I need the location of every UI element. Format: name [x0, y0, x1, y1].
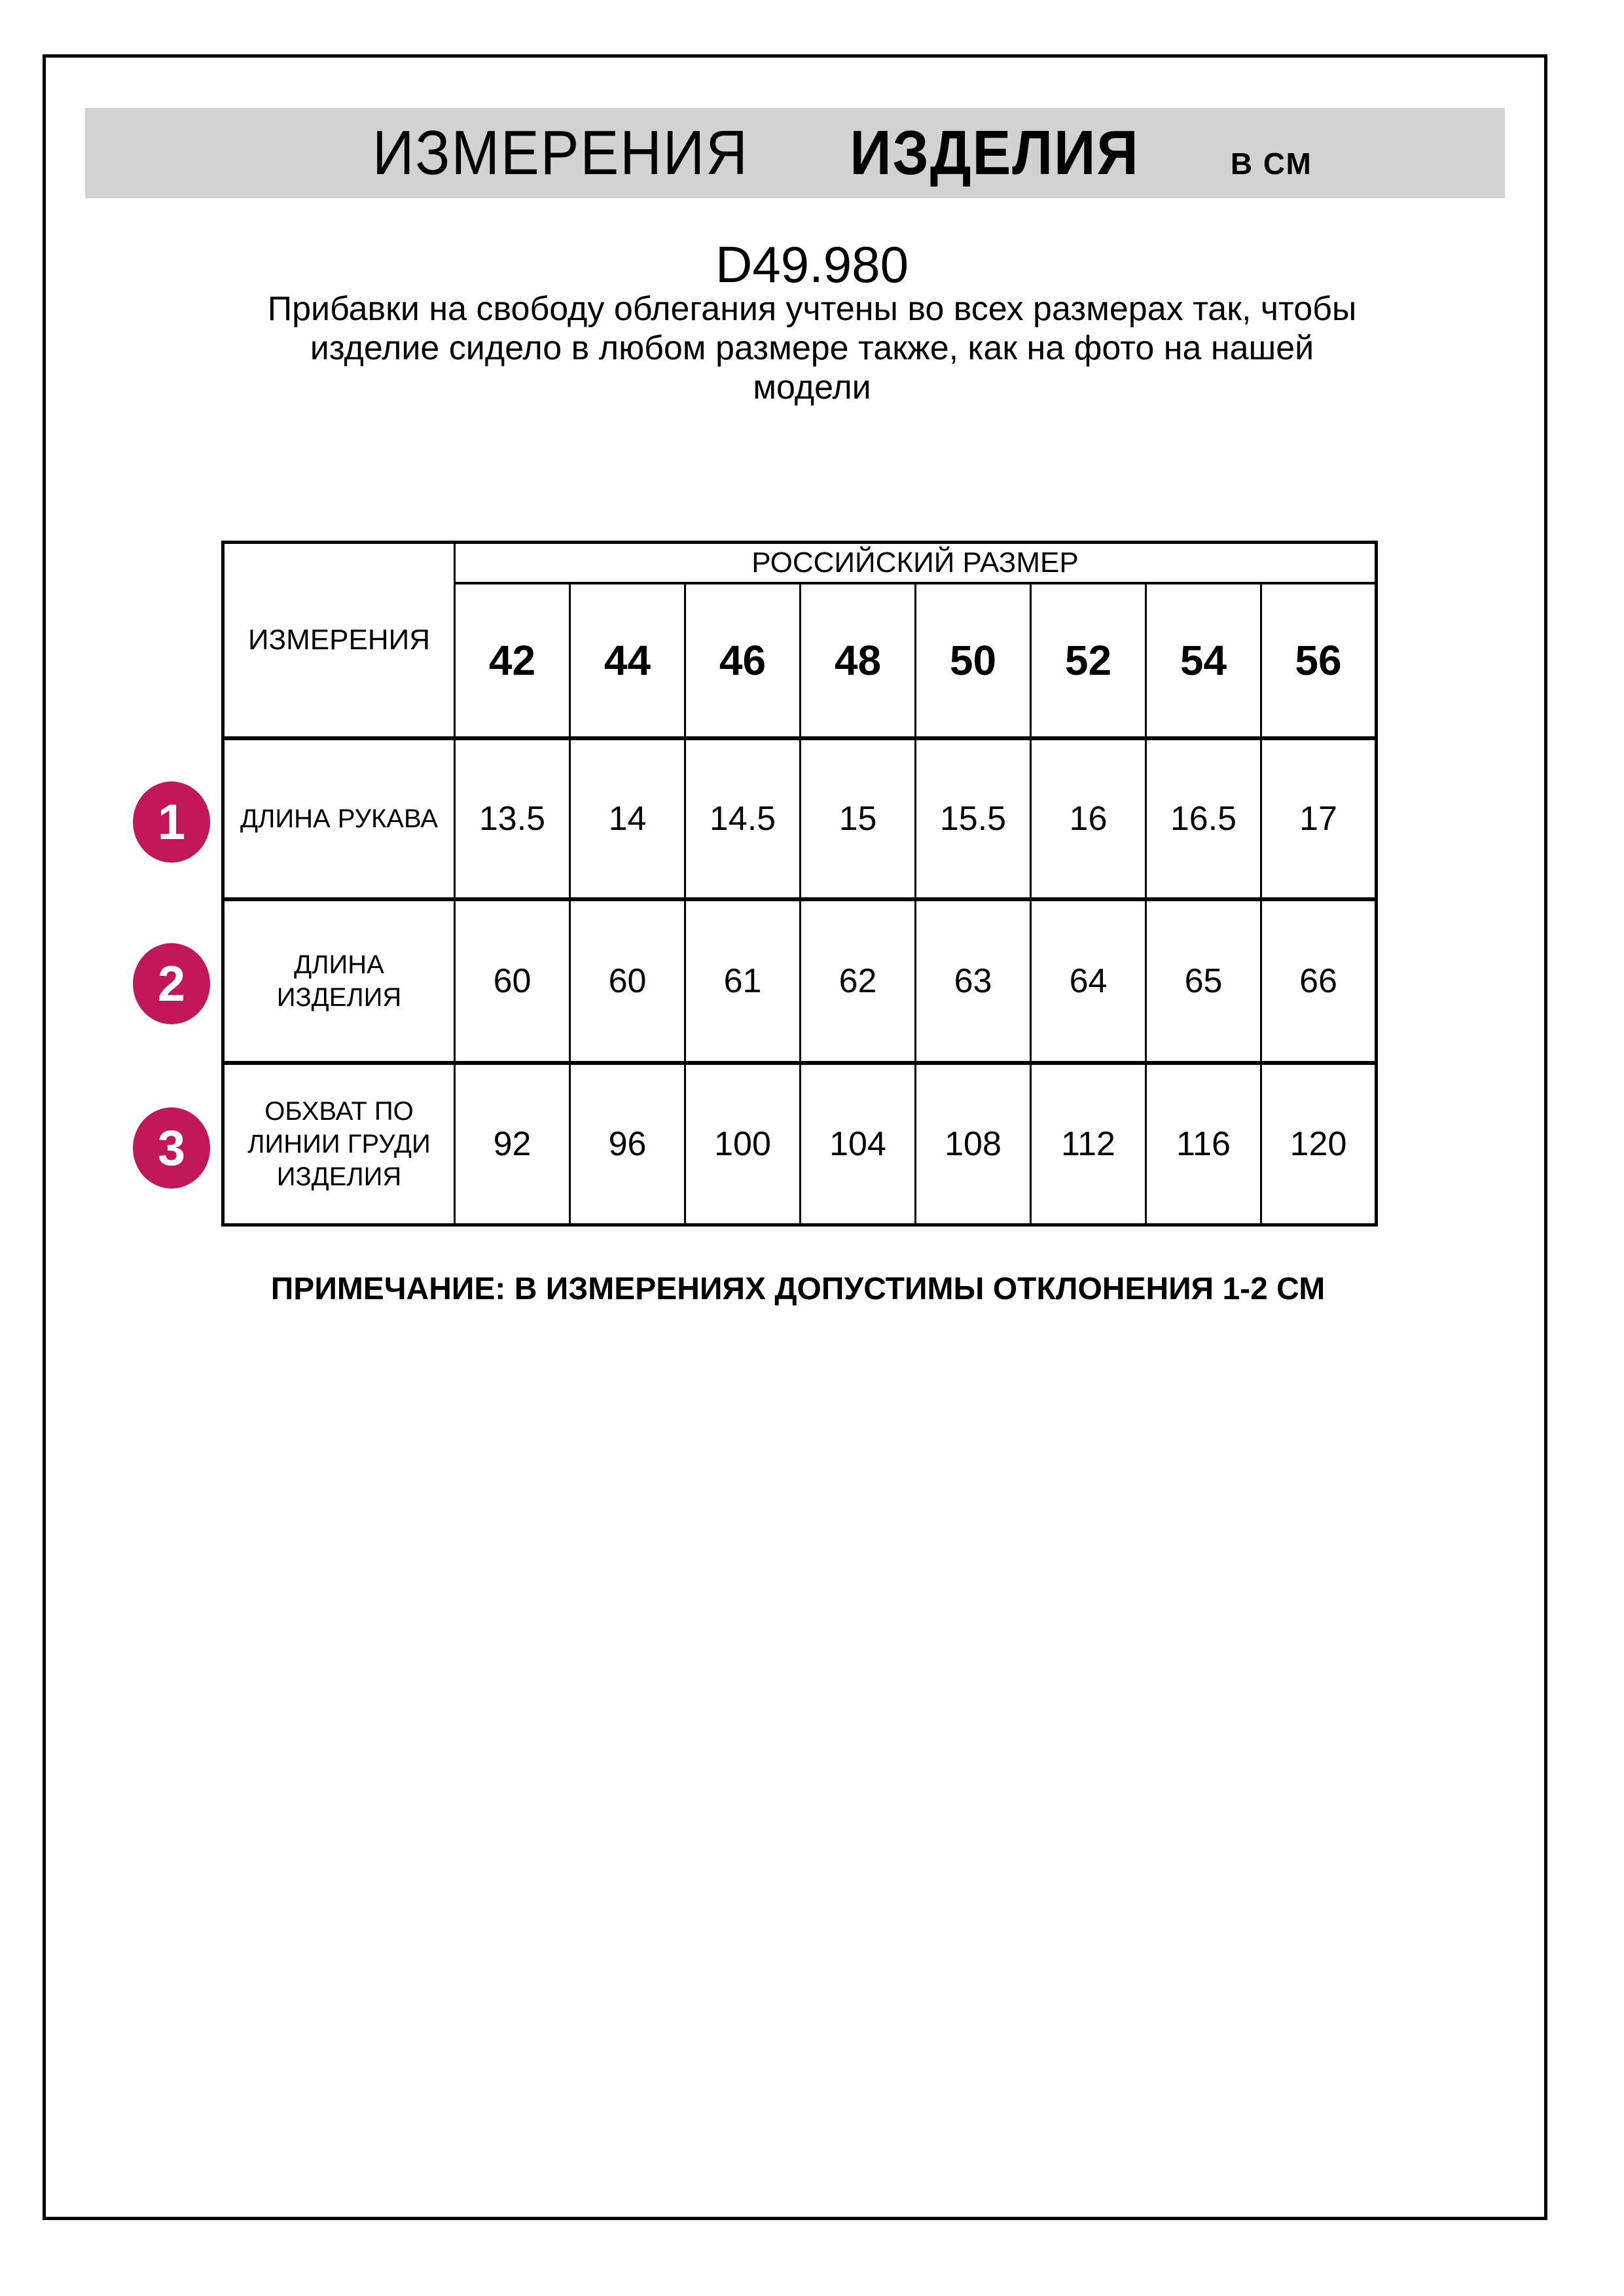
description-line: Прибавки на свободу облегания учтены во всех размерах так, чтобы	[267, 290, 1357, 328]
value-cell: 15	[801, 738, 916, 899]
value-cell: 14.5	[685, 738, 801, 899]
size-column-header: 48	[801, 583, 916, 738]
value-cell: 104	[801, 1063, 916, 1225]
size-column-header: 50	[916, 583, 1031, 738]
table-corner-label: ИЗМЕРЕНИЯ	[223, 543, 455, 739]
value-cell: 16	[1031, 738, 1146, 899]
description-line: модели	[753, 368, 871, 406]
value-cell: 60	[455, 899, 570, 1063]
row-label: ДЛИНА РУКАВА	[223, 738, 455, 899]
header-bar	[85, 108, 1505, 198]
size-column-header: 56	[1261, 583, 1377, 738]
value-cell: 120	[1261, 1063, 1377, 1225]
value-cell: 112	[1031, 1063, 1146, 1225]
value-cell: 108	[916, 1063, 1031, 1225]
value-cell: 116	[1146, 1063, 1261, 1225]
value-cell: 66	[1261, 899, 1377, 1063]
value-cell: 65	[1146, 899, 1261, 1063]
tolerance-note: ПРИМЕЧАНИЕ: В ИЗМЕРЕНИЯХ ДОПУСТИМЫ ОТКЛОНЕНИЯ 1-2 СМ	[270, 1272, 1326, 1306]
row-label: ОБХВАТ ПО ЛИНИИ ГРУДИ ИЗДЕЛИЯ	[223, 1063, 455, 1225]
value-cell: 62	[801, 899, 916, 1063]
row-number-badge-1: 1	[133, 781, 210, 863]
title-unit-label: В СМ	[1230, 147, 1312, 181]
value-cell: 14	[570, 738, 685, 899]
size-column-header: 52	[1031, 583, 1146, 738]
value-cell: 100	[685, 1063, 801, 1225]
row-number-badge-3: 3	[133, 1107, 210, 1189]
value-cell: 15.5	[916, 738, 1031, 899]
row-number-badge-2: 2	[133, 943, 210, 1024]
value-cell: 92	[455, 1063, 570, 1225]
size-column-header: 54	[1146, 583, 1261, 738]
value-cell: 63	[916, 899, 1031, 1063]
table-row-item-length	[223, 899, 1377, 1063]
value-cell: 13.5	[455, 738, 570, 899]
size-column-header: 46	[685, 583, 801, 738]
page-title-emphasis: ИЗДЕЛИЯ	[850, 118, 1140, 188]
size-column-header: 44	[570, 583, 685, 738]
value-cell: 60	[570, 899, 685, 1063]
description-line: изделие сидело в любом размере также, как на фото на нашей	[310, 329, 1314, 367]
value-cell: 16.5	[1146, 738, 1261, 899]
size-group-header: РОССИЙСКИЙ РАЗМЕР	[455, 543, 1377, 584]
size-column-header: 42	[455, 583, 570, 738]
size-table	[221, 541, 1378, 1227]
table-row-chest-girth	[223, 1063, 1377, 1225]
value-cell: 64	[1031, 899, 1146, 1063]
value-cell: 61	[685, 899, 801, 1063]
product-code: D49.980	[715, 236, 909, 293]
value-cell: 96	[570, 1063, 685, 1225]
fit-description	[0, 289, 1624, 407]
page-title: ИЗМЕРЕНИЯ	[372, 118, 749, 188]
table-row-sleeve-length	[223, 738, 1377, 899]
value-cell: 17	[1261, 738, 1377, 899]
row-label: ДЛИНА ИЗДЕЛИЯ	[223, 899, 455, 1063]
